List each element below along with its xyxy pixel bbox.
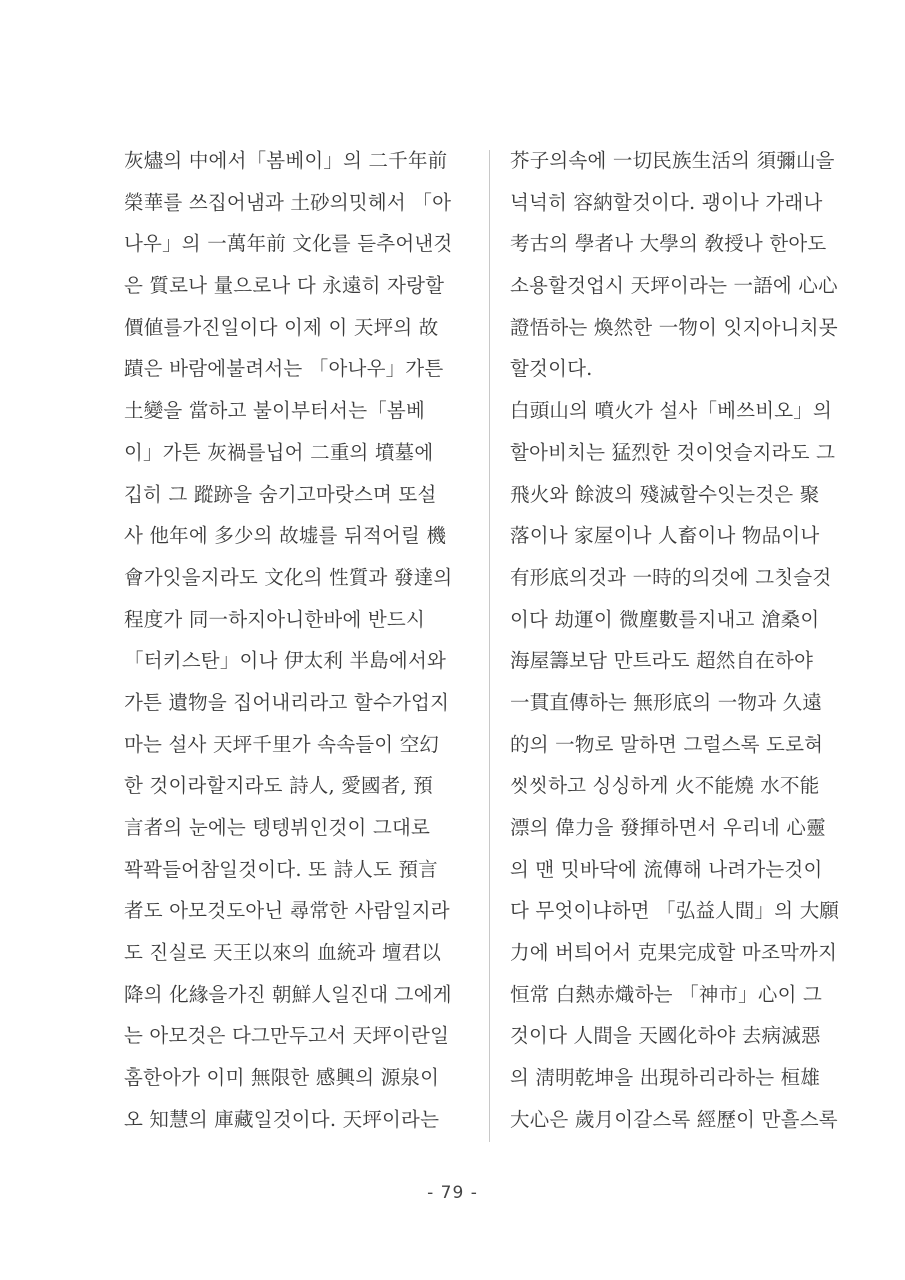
text-line: 白頭山의 噴火가 설사「베쓰비오」의 [510, 399, 833, 423]
text-line: 漂의 偉力을 發揮하면서 우리네 心靈 [510, 816, 826, 839]
text-line: 꽉꽉들어참일것이다. 또 詩人도 預言 [124, 857, 438, 881]
text-line: 芥子의속에 一切民族生活의 須彌山을 [510, 149, 835, 172]
text-line: 大心은 歲月이갈스록 經歷이 만흘스록 [510, 1107, 838, 1131]
text-line: 價値를가진일이다 이제 이 天坪의 故 [124, 315, 439, 339]
text-line: 마는 설사 天坪千里가 속속들이 空幻 [124, 732, 440, 756]
text-line: 깁히 그 蹤跡을 숨기고마랏스며 또설 [124, 482, 437, 506]
text-line: 程度가 同一하지아니한바에 반드시 [124, 607, 426, 631]
text-line: 海屋籌보담 만트라도 超然自在하야 [510, 649, 813, 673]
text-line: 소용할것업시 天坪이라는 一語에 心心 [510, 274, 838, 298]
text-line: 灰燼의 中에서「봄베이」의 二千年前 [124, 149, 448, 172]
text-line: 蹟은 바람에불려서는 「아나우」가튼 [124, 357, 444, 381]
text-line: 「터키스탄」이나 伊太利 半島에서와 [124, 649, 447, 673]
text-line: 的의 一物로 말하면 그럴스록 도로혀 [510, 732, 824, 756]
text-line: 다 무엇이냐하면 「弘益人間」의 大願 [510, 899, 840, 923]
text-line: 사 他年에 多少의 故墟를 뒤적어릴 機 [124, 524, 447, 548]
text-line: 의 맨 밋바닥에 流傳해 나려가는것이 [510, 857, 823, 881]
text-line: 會가잇을지라도 文化의 性質과 發達의 [124, 565, 453, 589]
text-line: 홈한아가 이미 無限한 感興의 源泉이 [124, 1066, 440, 1090]
text-line: 飛火와 餘波의 殘滅할수잇는것은 聚 [510, 482, 820, 506]
text-line: 降의 化緣을가진 朝鮮人일진대 그에게 [124, 982, 452, 1006]
column-divider [489, 150, 490, 1142]
text-line: 은 質로나 量으로나 다 永遠히 자랑할 [124, 274, 445, 298]
text-line: 有形底의것과 一時的의것에 그칫슬것 [510, 565, 832, 589]
text-line: 가튼 遺物을 집어내리라고 할수가업지 [124, 690, 450, 714]
text-line: 一貫直傳하는 無形底의 一物과 久遠 [510, 690, 823, 714]
text-line: 者도 아모것도아닌 尋常한 사람일지라 [124, 899, 450, 923]
page-number: - 79 - [427, 1183, 478, 1203]
text-line: 나우」의 一萬年前 文化를 듣추어낸것 [124, 232, 453, 256]
left-text-column [124, 140, 472, 1141]
text-line: 이다 劫運이 微塵數를지내고 滄桑이 [510, 607, 820, 631]
text-line: 이」가튼 灰禍를닙어 二重의 墳墓에 [124, 440, 434, 464]
text-line: 榮華를 쓰집어냄과 土砂의밋헤서 「아 [124, 190, 452, 214]
text-line: 오 知慧의 庫藏일것이다. 天坪이라는 [124, 1107, 440, 1131]
text-line: 도 진실로 天王以來의 血統과 壇君以 [124, 941, 442, 965]
text-line: 것이다 人間을 天國化하야 去病滅惡 [510, 1024, 821, 1048]
text-line: 한 것이라할지라도 詩人, 愛國者, 預 [124, 774, 433, 798]
text-line: 씻씻하고 싱싱하게 火不能燒 水不能 [510, 774, 820, 798]
text-line: 恒常 白熱赤熾하는 「神市」心이 그 [510, 982, 823, 1006]
text-line: 넉넉히 容納할것이다. 괭이나 가래나 [510, 190, 823, 214]
text-line: 는 아모것은 다그만두고서 天坪이란일 [124, 1024, 450, 1048]
text-line: 證悟하는 煥然한 一物이 잇지아니치못 [510, 315, 838, 339]
text-line: 考古의 學者나 大學의 敎授나 한아도 [510, 232, 827, 256]
text-line: 할것이다. [510, 357, 593, 381]
text-line: 落이나 家屋이나 人畜이나 物品이나 [510, 524, 820, 548]
text-line: 土變을 當하고 불이부터서는「봄베 [124, 399, 426, 423]
text-line: 言者의 눈에는 텡텡뷔인것이 그대로 [124, 816, 431, 839]
text-line: 의 淸明乾坤을 出現하리라하는 桓雄 [510, 1066, 821, 1090]
text-line: 力에 버틔어서 克果完成할 마조막까지 [510, 941, 838, 965]
text-line: 할아비치는 猛烈한 것이엇슬지라도 그 [510, 440, 836, 464]
right-text-column [510, 140, 860, 1141]
